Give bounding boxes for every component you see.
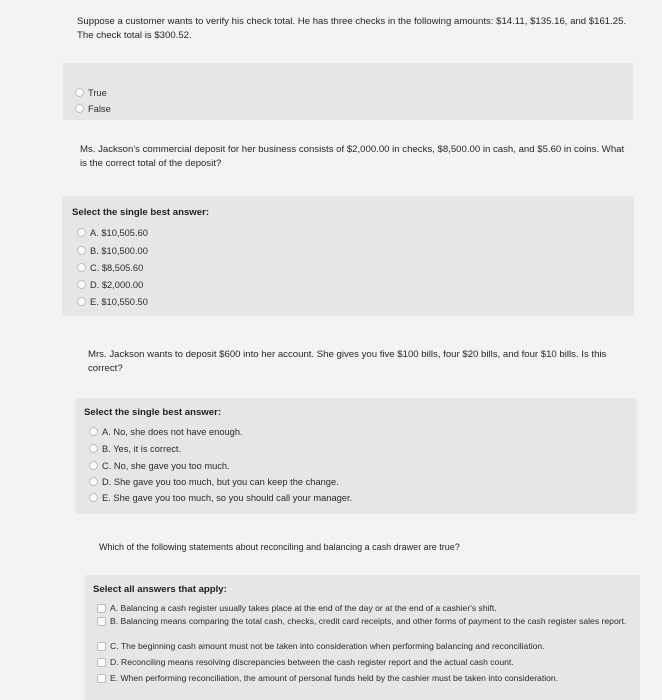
option-label: A. No, she does not have enough. bbox=[102, 427, 243, 437]
q3-option-a[interactable] bbox=[89, 426, 243, 438]
select-single-label: Select the single best answer: bbox=[84, 407, 222, 418]
q2-option-c[interactable] bbox=[77, 262, 143, 274]
option-label: A. Balancing a cash register usually takes place at the end of the day or at the end of a cashier's shift. bbox=[110, 603, 497, 613]
checkbox[interactable] bbox=[97, 617, 106, 626]
radio-button[interactable] bbox=[89, 461, 98, 470]
radio-button[interactable] bbox=[89, 477, 98, 486]
radio-button[interactable] bbox=[77, 280, 86, 289]
radio-button[interactable] bbox=[75, 104, 84, 113]
question-1-options-panel bbox=[63, 63, 633, 120]
q1-option-false[interactable] bbox=[75, 103, 111, 115]
q2-option-a[interactable] bbox=[77, 227, 148, 239]
option-label: D. $2,000.00 bbox=[90, 280, 144, 290]
radio-button[interactable] bbox=[77, 246, 86, 255]
radio-button[interactable] bbox=[77, 228, 86, 237]
radio-button[interactable] bbox=[77, 263, 86, 272]
q4-option-a[interactable] bbox=[97, 603, 627, 614]
option-label: E. She gave you too much, so you should call your manager. bbox=[102, 493, 353, 503]
checkbox[interactable] bbox=[97, 642, 106, 651]
checkbox[interactable] bbox=[97, 674, 106, 683]
q4-option-d[interactable] bbox=[97, 657, 627, 668]
q3-option-b[interactable] bbox=[89, 443, 181, 455]
q3-option-c[interactable] bbox=[89, 460, 230, 472]
q1-option-true[interactable] bbox=[75, 87, 107, 99]
option-label: E. $10,550.50 bbox=[90, 297, 148, 307]
select-all-label: Select all answers that apply: bbox=[93, 584, 227, 595]
q2-option-d[interactable] bbox=[77, 279, 143, 291]
radio-button[interactable] bbox=[89, 493, 98, 502]
option-label: A. $10,505.60 bbox=[90, 228, 148, 238]
q2-option-b[interactable] bbox=[77, 245, 148, 257]
question-2-text: Ms. Jackson's commercial deposit for her business consists of $2,000.00 in checks, $8,500.00 in cash, and $5.60 in coins. What is the correct total of the deposit? bbox=[80, 144, 625, 169]
q3-option-e[interactable] bbox=[89, 492, 352, 504]
option-label: D. She gave you too much, but you can keep the change. bbox=[102, 477, 339, 487]
q4-option-c[interactable] bbox=[97, 641, 627, 652]
option-label: E. When performing reconciliation, the amount of personal funds held by the cashier must be taken into consideration. bbox=[110, 673, 559, 683]
checkbox[interactable] bbox=[97, 604, 106, 613]
option-label: C. $8,505.60 bbox=[90, 263, 144, 273]
checkbox[interactable] bbox=[97, 658, 106, 667]
question-1-text: Suppose a customer wants to verify his check total. He has three checks in the following amounts: $14.11, $135.16, and $161.25. The check total is $300.52. bbox=[77, 16, 627, 41]
radio-button[interactable] bbox=[89, 427, 98, 436]
option-label: B. Balancing means comparing the total cash, checks, credit card receipts, and other forms of payment to the cash register sales report. bbox=[110, 616, 627, 626]
question-3-text: Mrs. Jackson wants to deposit $600 into her account. She gives you five $100 bills, four $20 bills, and four $10 bills. Is this correct? bbox=[88, 349, 607, 374]
option-label: B. Yes, it is correct. bbox=[102, 444, 182, 454]
question-4-text: Which of the following statements about reconciling and balancing a cash drawer are true? bbox=[99, 542, 460, 552]
option-label: C. The beginning cash amount must not be taken into consideration when performing balancing and reconciliation. bbox=[110, 641, 545, 651]
q2-option-e[interactable] bbox=[77, 296, 148, 308]
option-label: True bbox=[88, 88, 107, 98]
radio-button[interactable] bbox=[77, 297, 86, 306]
radio-button[interactable] bbox=[75, 88, 84, 97]
select-single-label: Select the single best answer: bbox=[72, 207, 210, 218]
q4-option-b[interactable] bbox=[97, 616, 627, 627]
q4-option-e[interactable] bbox=[97, 673, 635, 684]
radio-button[interactable] bbox=[89, 444, 98, 453]
option-label: D. Reconciling means resolving discrepancies between the cash register report and the actual cash count. bbox=[110, 657, 514, 667]
option-label: C. No, she gave you too much. bbox=[102, 461, 230, 471]
option-label: B. $10,500.00 bbox=[90, 246, 148, 256]
option-label: False bbox=[88, 104, 111, 114]
q3-option-d[interactable] bbox=[89, 476, 339, 488]
